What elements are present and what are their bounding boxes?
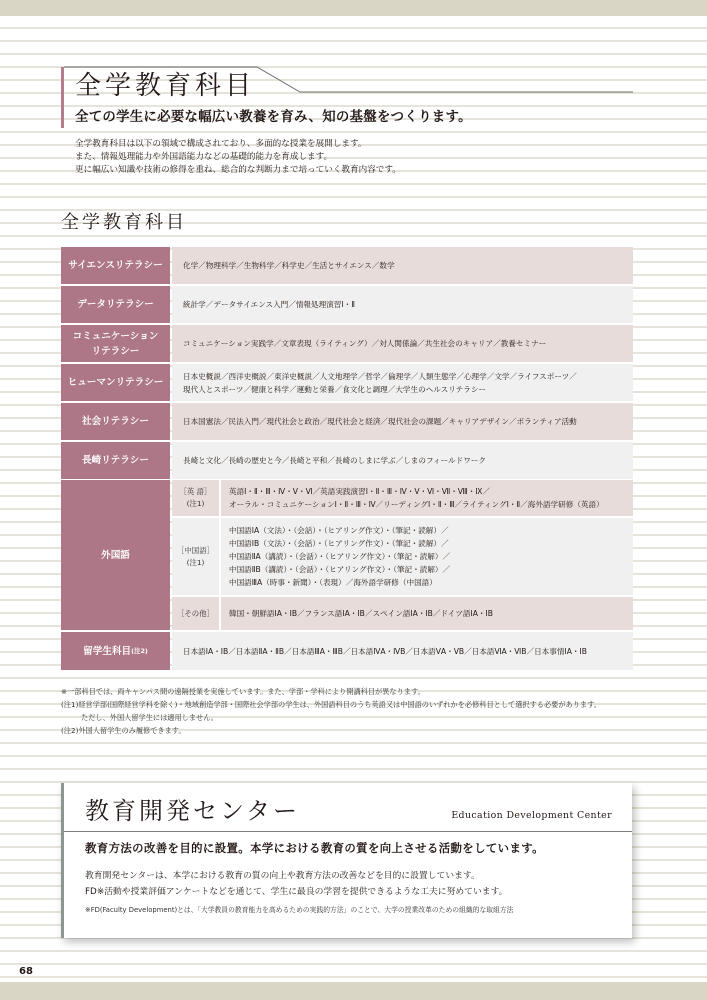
row-value-line: 日本史概説／西洋史概説／東洋史概説／人文地理学／哲学／倫理学／人類生態学／心理学／文学／ライフスポーツ／ — [183, 371, 577, 381]
intro-line: 全学教育科目は以下の領域で構成されており、多面的な授業を展開します。 — [75, 139, 367, 149]
edc-divider — [64, 831, 632, 832]
page-number: 68 — [19, 966, 33, 977]
edc-lead: 教育方法の改善を目的に設置。本学における教育の質を向上させる活動をしています。 — [85, 841, 544, 855]
subrow-label-text: ［その他］ — [177, 608, 214, 618]
intro-line: また、情報処理能力や外国語能力などの基礎的能力を育成します。 — [75, 152, 333, 162]
subrow-value — [221, 518, 633, 595]
table-row — [61, 286, 633, 323]
row-label-note: (注2) — [131, 646, 148, 655]
subrow-value-line: 中国語ⅢA（時事・新聞）・（表現）／海外語学研修（中国語） — [229, 578, 437, 587]
page-subtitle: 全ての学生に必要な幅広い教養を育み、知の基盤をつくります。 — [75, 110, 472, 125]
row-label: サイエンスリテラシー — [61, 247, 170, 284]
table-notes — [61, 685, 601, 737]
edc-body — [85, 868, 507, 900]
row-label-line: リテラシー — [91, 345, 140, 357]
subrow-value-line: 中国語ⅠA（文法）・（会話）・（ヒアリング作文）・（筆記・読解）／ — [229, 526, 449, 535]
intro-line: 更に幅広い知識や技術の修得を重ね、総合的な判断力まで培っていく教育内容です。 — [75, 165, 401, 175]
row-label: データリテラシー — [61, 286, 170, 323]
subrow-label-text: ［英 語］ — [179, 487, 212, 496]
row-label-line: コミュニケーション — [72, 330, 159, 342]
row-label-text: 留学生科目 — [83, 645, 132, 657]
row-value: 化学／物理科学／生物科学／科学史／生活とサイエンス／数学 — [172, 247, 633, 284]
row-value: 日本語ⅠA・ⅠB／日本語ⅡA・ⅡB／日本語ⅢA・ⅢB／日本語ⅣA・ⅣB／日本語ⅤA・ⅤB／日本語ⅥA・ⅥB／日本事情ⅠA・ⅠB — [172, 632, 633, 670]
subrow-label — [172, 518, 221, 595]
subrow-label — [172, 480, 221, 516]
row-label — [61, 325, 170, 362]
page-title: 全学教育科目 — [75, 71, 256, 101]
note-line: (注2)外国人留学生のみ履修できます。 — [61, 726, 186, 735]
row-value — [172, 364, 633, 401]
table-row — [61, 403, 633, 440]
note-line: ※一部科目では、両キャンパス間の遠隔授業を実施しています。また、学部・学科により開講科目が異なります。 — [61, 687, 425, 696]
intro-text — [75, 138, 401, 177]
edc-title-en: Education Development Center — [451, 810, 612, 821]
subrow-label-text: ［中国語］ — [177, 545, 214, 555]
subrow-label — [172, 597, 221, 630]
subrow-value-line: 韓国・朝鮮語ⅠA・ⅠB／フランス語ⅠA・ⅠB／スペイン語ⅠA・ⅠB／ドイツ語ⅠA・ⅠB — [229, 609, 493, 618]
edc-footnote: ※FD(Faculty Development)とは、「大学教員の教育能力を高めるための実践的方法」のことで、大学の授業改革のための組織的な取組方法 — [85, 906, 514, 914]
table-row-international — [61, 632, 633, 670]
bottom-band — [0, 982, 707, 1000]
edc-title: 教育開発センター — [85, 797, 301, 825]
subrow-value-line: オーラル・コミュニケーションⅠ・Ⅱ・Ⅲ・Ⅳ／リーディングⅠ・Ⅱ・Ⅲ／ライティングⅠ・Ⅱ／海外語学研修（英語） — [229, 500, 604, 509]
row-value: 統計学／データサイエンス入門／情報処理演習Ⅰ・Ⅱ — [172, 286, 633, 323]
top-band — [0, 0, 707, 16]
subrow-value-line: 中国語ⅠB（文法）・（会話）・（ヒアリング作文）・（筆記・読解）／ — [229, 539, 449, 548]
note-line: ただし、外国人留学生には適用しません。 — [81, 713, 218, 722]
table-title: 全学教育科目 — [61, 212, 187, 233]
table-row — [61, 247, 633, 284]
table-row — [61, 442, 633, 479]
subrow-value-line: 英語Ⅰ・Ⅱ・Ⅲ・Ⅳ・Ⅴ・Ⅵ／英語実践演習Ⅰ・Ⅱ・Ⅲ・Ⅳ・Ⅴ・Ⅵ・Ⅶ・Ⅷ・Ⅸ／ — [229, 487, 490, 496]
table-row-foreign — [61, 480, 633, 630]
subrow-label-note: (注1) — [186, 557, 205, 567]
row-label: 長崎リテラシー — [61, 442, 170, 479]
row-label — [61, 632, 170, 670]
subrow-value — [221, 597, 633, 630]
note-line: (注1)経営学部(国際経営学科を除く)・地域創造学部・国際社会学部の学生は、外国語科目のうち英語又は中国語のいずれかを必修科目として選択する必要があります。 — [61, 700, 601, 709]
row-value-line: 現代人とスポーツ／健康と科学／運動と栄養／食文化と調理／大学生のヘルスリテラシー — [183, 384, 487, 394]
subrow-value-line: 中国語ⅡB（講読）・（会話）・（ヒアリング作文）・（筆記・読解）／ — [229, 565, 451, 574]
table-row — [61, 325, 633, 362]
table-row — [61, 364, 633, 401]
subrow-label-note: (注1) — [186, 499, 205, 508]
subrow-english — [172, 480, 633, 516]
subrow-chinese — [172, 518, 633, 595]
subrow-value — [221, 480, 633, 516]
row-value: 長崎と文化／長崎の歴史と今／長崎と平和／長崎のしまに学ぶ／しまのフィールドワーク — [172, 442, 633, 479]
edc-box — [61, 783, 632, 938]
row-value: コミュニケーション実践学／文章表現（ライティング）／対人関係論／共生社会のキャリア／教養セミナー — [172, 325, 633, 362]
subrow-value-line: 中国語ⅡA（講読）・（会話）・（ヒアリング作文）・（筆記・読解）／ — [229, 552, 451, 561]
subrow-other — [172, 597, 633, 630]
row-value: 日本国憲法／民法入門／現代社会と政治／現代社会と経済／現代社会の課題／キャリアデザイン／ボランティア活動 — [172, 403, 633, 440]
edc-body-line: 教育開発センターは、本学における教育の質の向上や教育方法の改善などを目的に設置しています。 — [85, 871, 480, 881]
edc-body-line: FD※活動や授業評価アンケートなどを通じて、学生に最良の学習を提供できるような工夫に努めています。 — [85, 887, 508, 897]
row-label: ヒューマンリテラシー — [61, 364, 170, 401]
row-label: 社会リテラシー — [61, 403, 170, 440]
row-label: 外国語 — [61, 480, 170, 630]
